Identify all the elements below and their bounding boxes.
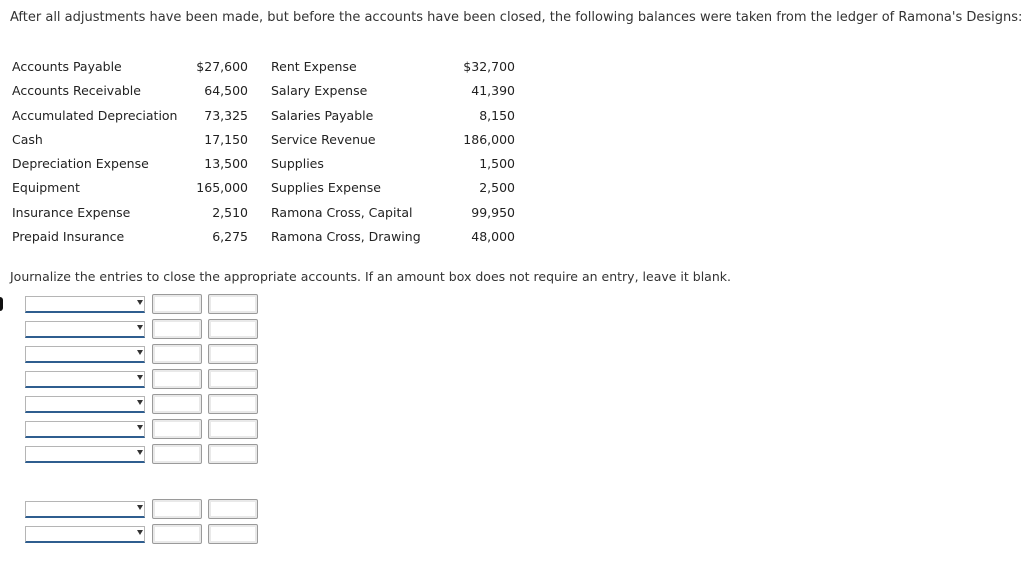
credit-amount-input[interactable] <box>208 499 258 519</box>
account-name: Prepaid Insurance <box>12 229 125 245</box>
journal-entry-row <box>25 444 265 466</box>
journal-entry-row <box>25 524 265 546</box>
debit-amount-input[interactable] <box>152 444 202 464</box>
account-name: Cash <box>12 131 43 147</box>
debit-amount-input[interactable] <box>152 394 202 414</box>
ledger-row <box>12 155 532 179</box>
ledger-row <box>12 179 532 203</box>
dropdown-arrow-icon <box>137 400 143 405</box>
account-balance: 2,510 <box>212 204 248 220</box>
account-select[interactable] <box>25 526 145 543</box>
credit-amount-input[interactable] <box>208 319 258 339</box>
dropdown-arrow-icon <box>137 350 143 355</box>
account-name: Supplies <box>271 156 324 172</box>
debit-amount-input[interactable] <box>152 294 202 314</box>
ledger-balances-table <box>12 58 532 252</box>
ledger-row <box>12 204 532 228</box>
journal-entry-row <box>25 294 265 316</box>
account-balance: 48,000 <box>471 229 515 245</box>
account-name: Ramona Cross, Drawing <box>271 229 421 245</box>
debit-amount-input[interactable] <box>152 499 202 519</box>
debit-amount-input[interactable] <box>152 369 202 389</box>
credit-amount-input[interactable] <box>208 369 258 389</box>
dropdown-arrow-icon <box>137 325 143 330</box>
journal-entry-row <box>25 394 265 416</box>
account-balance: 41,390 <box>471 83 515 99</box>
credit-amount-input[interactable] <box>208 344 258 364</box>
account-select[interactable] <box>25 346 145 363</box>
ledger-row <box>12 107 532 131</box>
account-select[interactable] <box>25 421 145 438</box>
ledger-row <box>12 228 532 252</box>
credit-amount-input[interactable] <box>208 419 258 439</box>
dropdown-arrow-icon <box>137 425 143 430</box>
credit-amount-input[interactable] <box>208 394 258 414</box>
debit-amount-input[interactable] <box>152 344 202 364</box>
account-name: Service Revenue <box>271 131 376 147</box>
journal-entry-row <box>25 419 265 441</box>
account-balance: 99,950 <box>471 204 515 220</box>
account-balance: 13,500 <box>204 156 248 172</box>
account-name: Insurance Expense <box>12 204 131 220</box>
account-balance: 165,000 <box>196 180 248 196</box>
journal-instruction: Journalize the entries to close the appropriate accounts. If an amount box does not require an entry, leave it blank. <box>10 269 731 284</box>
dropdown-arrow-icon <box>137 530 143 535</box>
journal-entry-row <box>25 369 265 391</box>
account-select[interactable] <box>25 296 145 313</box>
credit-amount-input[interactable] <box>208 444 258 464</box>
account-name: Salary Expense <box>271 83 368 99</box>
journal-entry-row <box>25 344 265 366</box>
account-name: Ramona Cross, Capital <box>271 204 413 220</box>
account-balance: 2,500 <box>479 180 515 196</box>
debit-amount-input[interactable] <box>152 419 202 439</box>
account-select[interactable] <box>25 396 145 413</box>
journal-entry-row <box>25 499 265 521</box>
journal-entry-row <box>25 319 265 341</box>
account-select[interactable] <box>25 371 145 388</box>
ledger-row <box>12 131 532 155</box>
account-name: Accounts Payable <box>12 59 122 74</box>
account-name: Rent Expense <box>271 59 357 74</box>
problem-intro: After all adjustments have been made, but before the accounts have been closed, the following balances were taken from the ledger of Ramona's Designs: <box>10 10 1023 25</box>
account-balance: 6,275 <box>212 229 248 245</box>
account-name: Supplies Expense <box>271 180 381 196</box>
dropdown-arrow-icon <box>137 375 143 380</box>
dropdown-arrow-icon <box>137 450 143 455</box>
debit-amount-input[interactable] <box>152 524 202 544</box>
credit-amount-input[interactable] <box>208 524 258 544</box>
debit-amount-input[interactable] <box>152 319 202 339</box>
account-balance: 73,325 <box>204 107 248 123</box>
account-balance: 8,150 <box>479 107 515 123</box>
ledger-row <box>12 58 532 82</box>
account-balance: $32,700 <box>463 59 515 74</box>
dropdown-arrow-icon <box>137 300 143 305</box>
account-select[interactable] <box>25 446 145 463</box>
account-name: Accounts Receivable <box>12 83 141 99</box>
account-balance: 186,000 <box>463 131 515 147</box>
ledger-row <box>12 82 532 106</box>
account-name: Depreciation Expense <box>12 156 149 172</box>
dropdown-arrow-icon <box>137 505 143 510</box>
credit-amount-input[interactable] <box>208 294 258 314</box>
account-name: Equipment <box>12 180 80 196</box>
account-balance: 17,150 <box>204 131 248 147</box>
account-balance: $27,600 <box>196 59 248 74</box>
account-balance: 1,500 <box>479 156 515 172</box>
account-select[interactable] <box>25 501 145 518</box>
account-select[interactable] <box>25 321 145 338</box>
account-name: Salaries Payable <box>271 107 374 123</box>
account-name: Accumulated Depreciation <box>12 107 178 123</box>
active-row-marker <box>0 297 3 311</box>
account-balance: 64,500 <box>204 83 248 99</box>
